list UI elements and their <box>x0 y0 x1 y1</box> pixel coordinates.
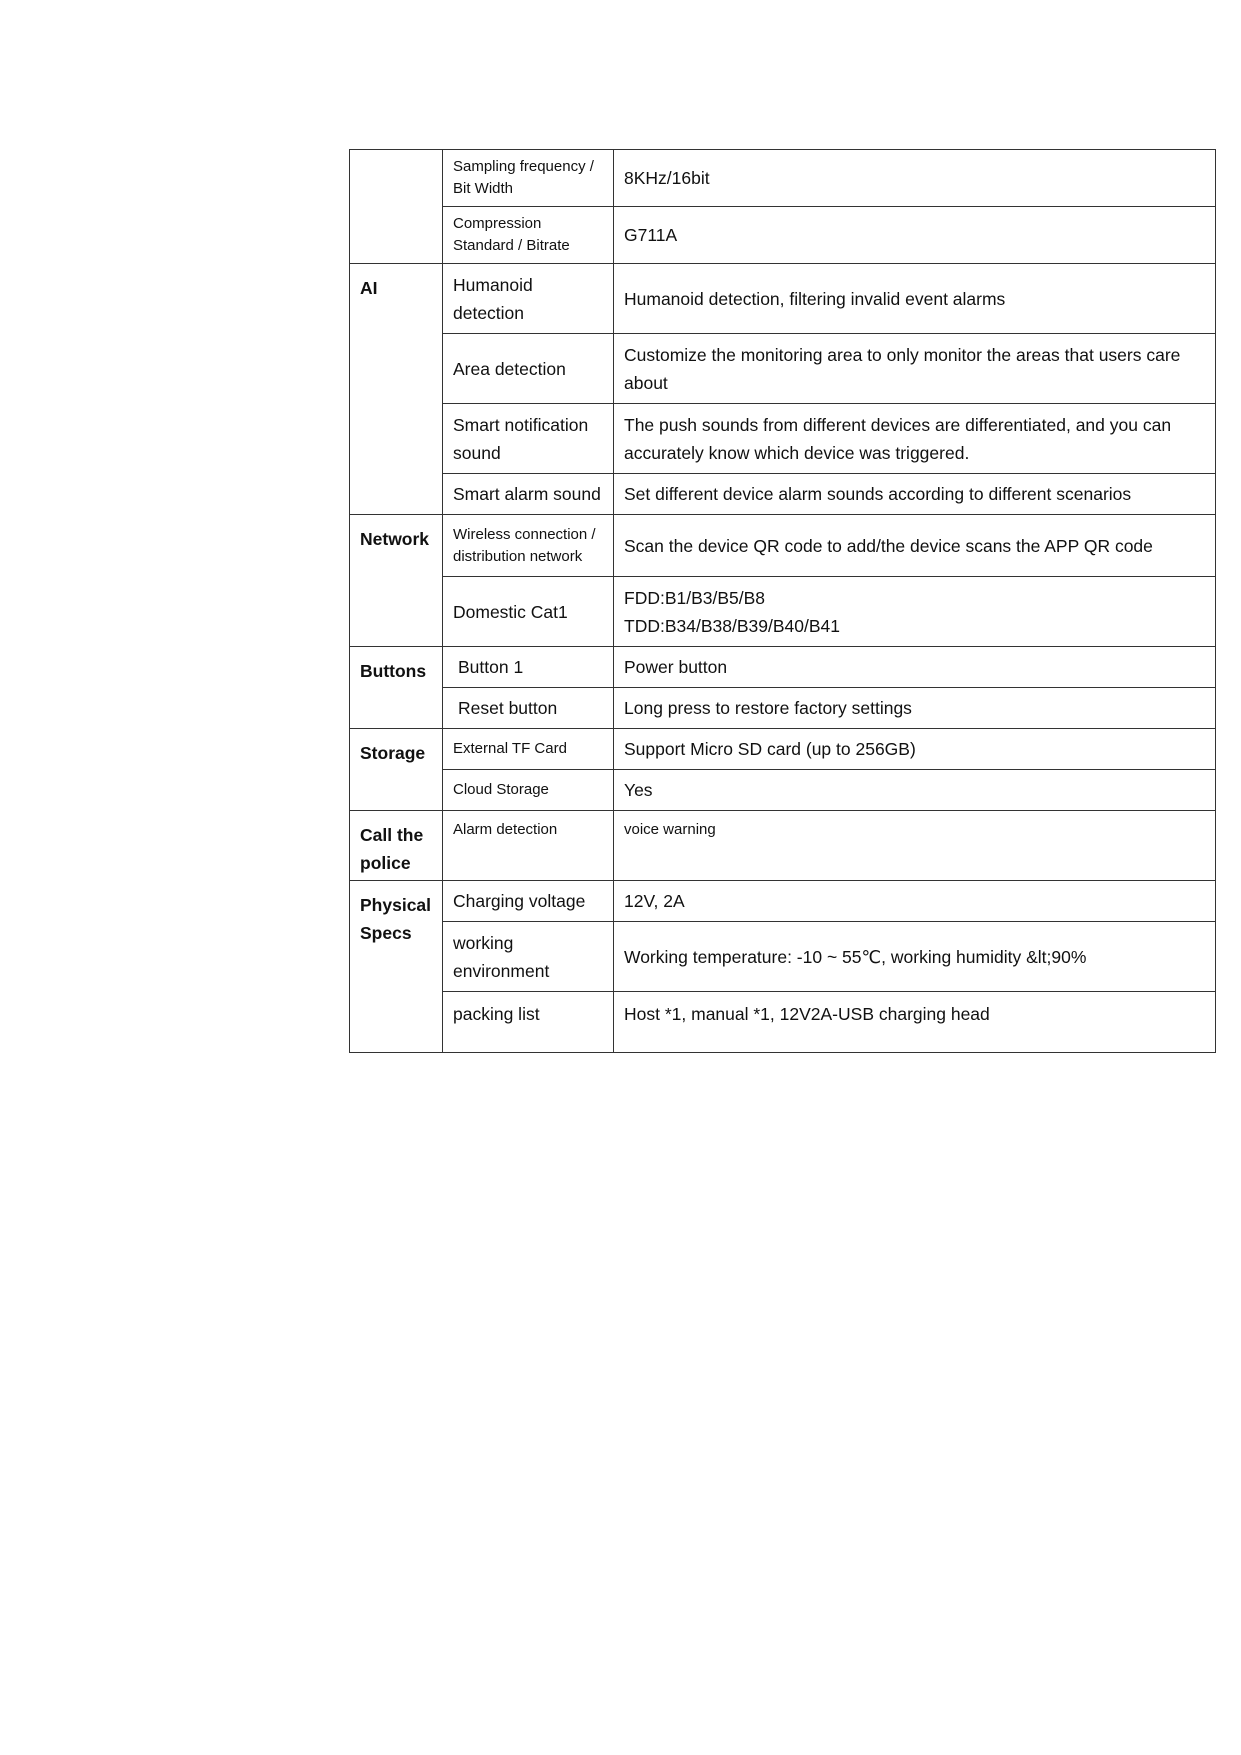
category-ai: AI <box>350 264 443 515</box>
value-cell: 8KHz/16bit <box>614 150 1216 207</box>
feature-cell: Humanoid detection <box>443 264 614 334</box>
value-line: TDD:B34/B38/B39/B40/B41 <box>624 615 840 636</box>
table-row <box>350 881 1216 922</box>
value-cell: Set different device alarm sounds according to different scenarios <box>614 474 1216 515</box>
feature-cell: Alarm detection <box>443 811 614 881</box>
value-cell <box>614 577 1216 647</box>
category-storage: Storage <box>350 729 443 811</box>
feature-cell: External TF Card <box>443 729 614 770</box>
category-network: Network <box>350 515 443 647</box>
value-cell: Host *1, manual *1, 12V2A-USB charging head <box>614 992 1216 1053</box>
category-physical-specs: Physical Specs <box>350 881 443 1053</box>
table-row <box>350 688 1216 729</box>
table-row <box>350 474 1216 515</box>
value-cell: Working temperature: -10 ~ 55℃, working humidity &lt;90% <box>614 922 1216 992</box>
value-cell: Long press to restore factory settings <box>614 688 1216 729</box>
feature-cell: Domestic Cat1 <box>443 577 614 647</box>
table-row <box>350 150 1216 207</box>
table-row <box>350 404 1216 474</box>
feature-cell: working environment <box>443 922 614 992</box>
table-row <box>350 577 1216 647</box>
feature-cell: Wireless connection / distribution network <box>443 515 614 577</box>
feature-cell: Charging voltage <box>443 881 614 922</box>
value-cell: Power button <box>614 647 1216 688</box>
value-cell: Yes <box>614 770 1216 811</box>
category-call-police: Call the police <box>350 811 443 881</box>
table-row <box>350 515 1216 577</box>
table-row <box>350 811 1216 881</box>
table-row <box>350 264 1216 334</box>
table-row <box>350 334 1216 404</box>
value-cell: G711A <box>614 207 1216 264</box>
feature-cell: Compression Standard / Bitrate <box>443 207 614 264</box>
value-cell: voice warning <box>614 811 1216 881</box>
feature-cell: Sampling frequency / Bit Width <box>443 150 614 207</box>
table-row <box>350 207 1216 264</box>
value-cell: The push sounds from different devices are differentiated, and you can accurately know which device was triggered. <box>614 404 1216 474</box>
feature-cell: Button 1 <box>443 647 614 688</box>
feature-cell: Reset button <box>443 688 614 729</box>
feature-cell: packing list <box>443 992 614 1053</box>
table-row <box>350 647 1216 688</box>
value-cell: Support Micro SD card (up to 256GB) <box>614 729 1216 770</box>
category-cell <box>350 150 443 264</box>
spec-table <box>349 149 1216 1053</box>
value-cell: Customize the monitoring area to only monitor the areas that users care about <box>614 334 1216 404</box>
value-cell: 12V, 2A <box>614 881 1216 922</box>
value-cell: Humanoid detection, filtering invalid event alarms <box>614 264 1216 334</box>
table-row <box>350 770 1216 811</box>
feature-cell: Smart alarm sound <box>443 474 614 515</box>
value-line: FDD:B1/B3/B5/B8 <box>624 587 766 608</box>
table-row <box>350 729 1216 770</box>
feature-cell: Cloud Storage <box>443 770 614 811</box>
value-cell: Scan the device QR code to add/the device scans the APP QR code <box>614 515 1216 577</box>
table-row <box>350 992 1216 1053</box>
feature-cell: Smart notification sound <box>443 404 614 474</box>
table-row <box>350 922 1216 992</box>
feature-cell: Area detection <box>443 334 614 404</box>
category-buttons: Buttons <box>350 647 443 729</box>
